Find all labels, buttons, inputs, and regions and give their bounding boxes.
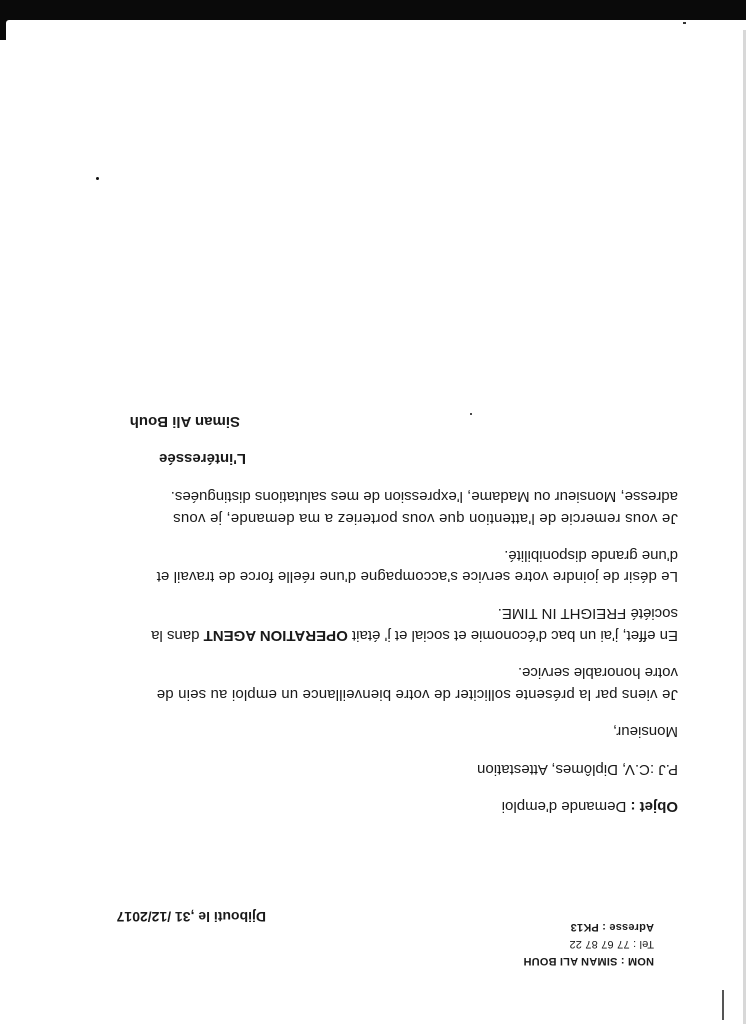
sender-address: Adresse : PK13 bbox=[570, 921, 654, 933]
body-p3-line1: Le désir de joindre votre service s'accompagne d'une réelle force de travail et bbox=[156, 568, 678, 585]
body-p4-line2: adresse, Monsieur ou Madame, l'expression de mes salutations distinguées. bbox=[170, 488, 678, 505]
scan-speck bbox=[683, 22, 686, 24]
subject-label: Objet : bbox=[630, 798, 678, 815]
subject-text: Demande d'emploi bbox=[501, 798, 627, 815]
scan-speck bbox=[470, 413, 472, 415]
attachments: P.J :C.V, Diplômes, Attestation bbox=[477, 761, 678, 778]
body-p2-line2: société FREIGHT IN TIME. bbox=[497, 605, 678, 622]
body-p4-line1: Je vous remercie de l'attention que vous porteriez a ma demande, je vous bbox=[172, 510, 678, 527]
place-date: Djibouti le ,31 /12/2017 bbox=[116, 909, 266, 925]
salutation: Monsieur, bbox=[612, 723, 678, 740]
body-p2-line1-text: En effet, j'ai un bac d'économie et social et j' était bbox=[351, 627, 678, 644]
body-p2-line1 bbox=[151, 626, 678, 644]
scan-mark bbox=[722, 990, 724, 1020]
body-p1-line2: votre honorable service. bbox=[517, 664, 678, 681]
body-p1-line1: Je viens par la présente solliciter de votre bienveillance un emploi au sein de bbox=[156, 686, 678, 703]
sender-name: NOM : SIMAN ALI BOUH bbox=[523, 955, 654, 967]
job-title: OPERATION AGENT bbox=[203, 627, 348, 644]
body-p2-line1-end: dans la bbox=[151, 627, 200, 644]
closing: L'intéressée bbox=[159, 450, 246, 467]
sender-tel: Tel : 77 67 87 22 bbox=[569, 938, 654, 950]
subject-line bbox=[502, 797, 678, 815]
scan-speck bbox=[96, 177, 99, 180]
body-p3-line2: d'une grande disponibilité. bbox=[504, 547, 678, 564]
signature-name: Siman Ali Bouh bbox=[129, 413, 240, 430]
